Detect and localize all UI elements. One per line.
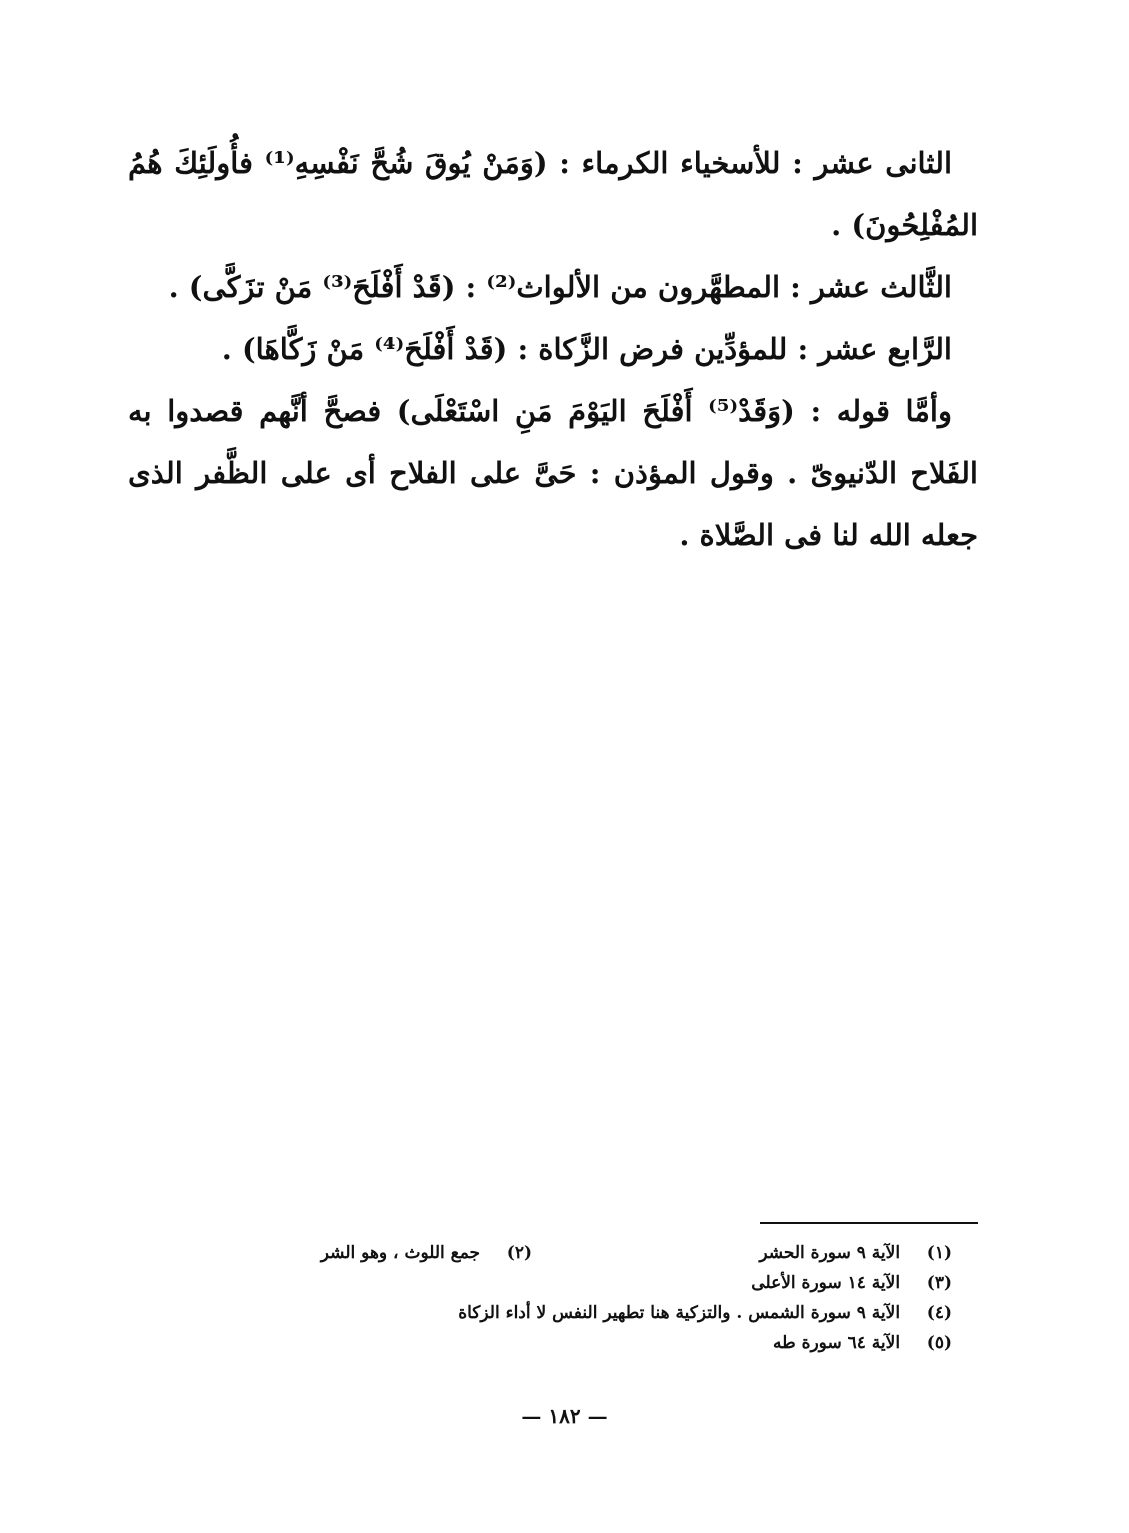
main-text	[128, 132, 978, 566]
footnote-row	[240, 1298, 952, 1328]
page-number: — ١٨٢ —	[521, 1404, 608, 1428]
paragraph: الثَّالث عشر : المطهَّرون من الألواث⁽²⁾ : (قَدْ أَفْلَحَ⁽³⁾ مَنْ تزَكَّى) .	[168, 270, 952, 304]
footnote-number: (٥)	[926, 1333, 952, 1353]
footnote-separator	[760, 1222, 978, 1224]
footnote-text: الآية ٩ سورة الشمس . والتزكية هنا تطهير النفس لا أداء الزكاة	[458, 1303, 901, 1323]
footnote-text: الآية ٦٤ سورة طه	[773, 1333, 901, 1353]
footnote-number: (٢)	[506, 1243, 532, 1263]
footnote-row	[240, 1268, 952, 1298]
footnote-row	[240, 1238, 952, 1268]
footnote-second-column	[321, 1238, 532, 1268]
footnote-number: (١)	[926, 1243, 952, 1263]
footnote-text: الآية ١٤ سورة الأعلى	[751, 1273, 901, 1293]
footnote-text: جمع اللوث ، وهو الشر	[320, 1243, 481, 1263]
paragraph: الرَّابع عشر : للمؤدِّين فرض الزَّكاة : (قَدْ أَفْلَحَ⁽⁴⁾ مَنْ زَكَّاهَا) .	[221, 332, 952, 366]
paragraph: الثانى عشر : للأسخياء الكرماء : (وَمَنْ يُوقَ شُحَّ نَفْسِهِ⁽¹⁾ فأُولَئِكَ هُمُ المُفْلِحُونَ) .	[128, 146, 978, 242]
footnotes	[240, 1238, 952, 1358]
footnote-number: (٣)	[926, 1273, 952, 1293]
footnote-number: (٤)	[926, 1303, 952, 1323]
paragraph: وأمَّا قوله : (وَقَدْ⁽⁵⁾ أَفْلَحَ اليَوْمَ مَنِ اسْتَعْلَى) فصحَّ أنَّهم قصدوا به الفَلاح الدّنيوىّ . وقول المؤذن : حَىَّ على الفلاح أى على الظَّفر الذى جعله الله لنا فى الصَّلاة .	[128, 394, 978, 552]
footnote-text: الآية ٩ سورة الحشر	[759, 1243, 901, 1263]
footnote-row	[240, 1328, 952, 1358]
